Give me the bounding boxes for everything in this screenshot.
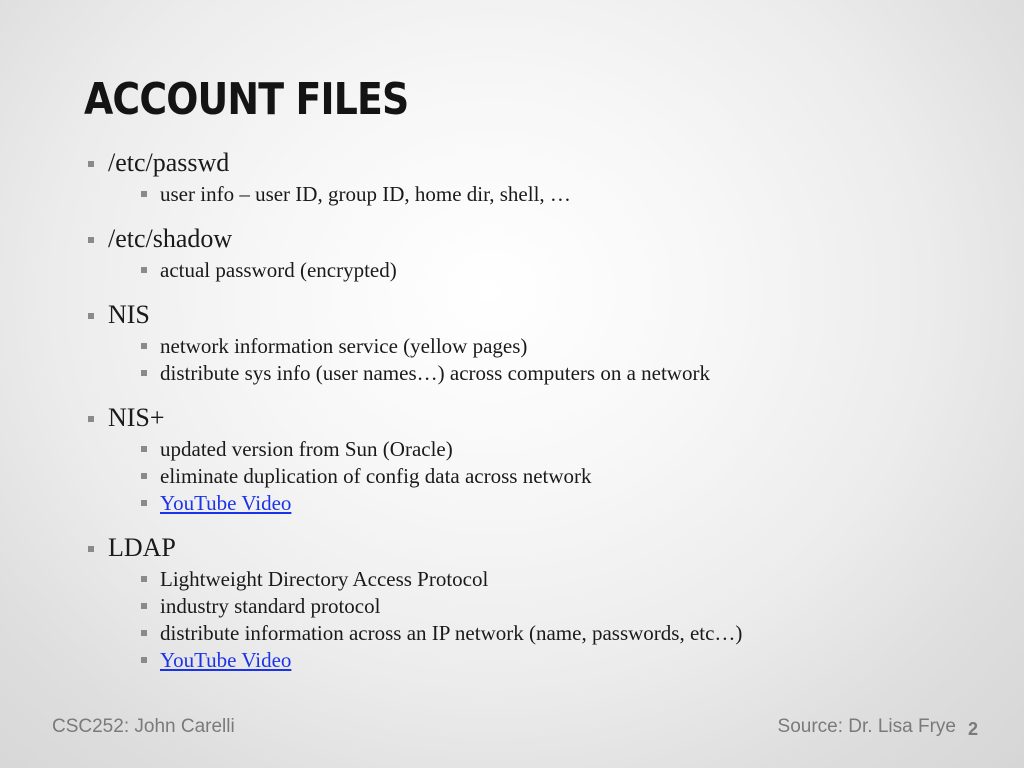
sub-bullet xyxy=(160,360,710,386)
sub-bullet-link xyxy=(160,490,291,516)
bullet-nis-plus xyxy=(108,403,165,433)
sub-bullet-text: updated version from Sun (Oracle) xyxy=(160,437,453,461)
bullet-text: LDAP xyxy=(108,533,176,562)
sub-bullet-text: actual password (encrypted) xyxy=(160,258,397,282)
sub-bullet xyxy=(160,333,527,359)
bullet-text: /etc/shadow xyxy=(108,224,233,253)
bullet-marker xyxy=(141,370,147,376)
sub-bullet xyxy=(160,181,571,207)
slide-title: ACCOUNT FILES xyxy=(84,74,409,125)
bullet-marker xyxy=(141,500,147,506)
sub-bullet-text: network information service (yellow pages) xyxy=(160,334,528,358)
sub-bullet-text: distribute information across an IP network (name, passwords, etc…) xyxy=(160,621,743,645)
bullet-marker xyxy=(141,630,147,636)
bullet-etc-shadow xyxy=(108,224,232,254)
bullet-text: /etc/passwd xyxy=(108,148,230,177)
youtube-video-link[interactable]: YouTube Video xyxy=(160,648,292,672)
sub-bullet xyxy=(160,566,488,592)
footer-course: CSC252: John Carelli xyxy=(52,716,235,737)
bullet-marker xyxy=(141,576,147,582)
bullet-text: NIS xyxy=(108,300,150,329)
bullet-marker xyxy=(141,603,147,609)
bullet-etc-passwd xyxy=(108,148,229,178)
sub-bullet-text: distribute sys info (user names…) across computers on a network xyxy=(160,361,710,385)
footer-source: Source: Dr. Lisa Frye xyxy=(777,716,956,737)
bullet-marker xyxy=(141,191,147,197)
sub-bullet xyxy=(160,436,453,462)
bullet-marker xyxy=(88,416,94,422)
sub-bullet-text: user info – user ID, group ID, home dir, shell, … xyxy=(160,182,571,206)
sub-bullet-text: eliminate duplication of config data across network xyxy=(160,464,592,488)
bullet-marker xyxy=(141,473,147,479)
bullet-text: NIS+ xyxy=(108,403,165,432)
bullet-marker xyxy=(141,267,147,273)
bullet-marker xyxy=(88,313,94,319)
page-number: 2 xyxy=(967,719,978,739)
sub-bullet-text: industry standard protocol xyxy=(160,594,381,618)
sub-bullet-text: Lightweight Directory Access Protocol xyxy=(160,567,489,591)
bullet-marker xyxy=(88,161,94,167)
sub-bullet-link xyxy=(160,647,291,673)
bullet-marker xyxy=(141,446,147,452)
bullet-nis xyxy=(108,300,150,330)
sub-bullet xyxy=(160,257,397,283)
bullet-ldap xyxy=(108,533,176,563)
bullet-marker xyxy=(141,343,147,349)
sub-bullet xyxy=(160,463,592,489)
sub-bullet xyxy=(160,593,380,619)
bullet-marker xyxy=(88,237,94,243)
sub-bullet xyxy=(160,620,742,646)
youtube-video-link[interactable]: YouTube Video xyxy=(160,491,292,515)
bullet-marker xyxy=(88,546,94,552)
bullet-marker xyxy=(141,657,147,663)
